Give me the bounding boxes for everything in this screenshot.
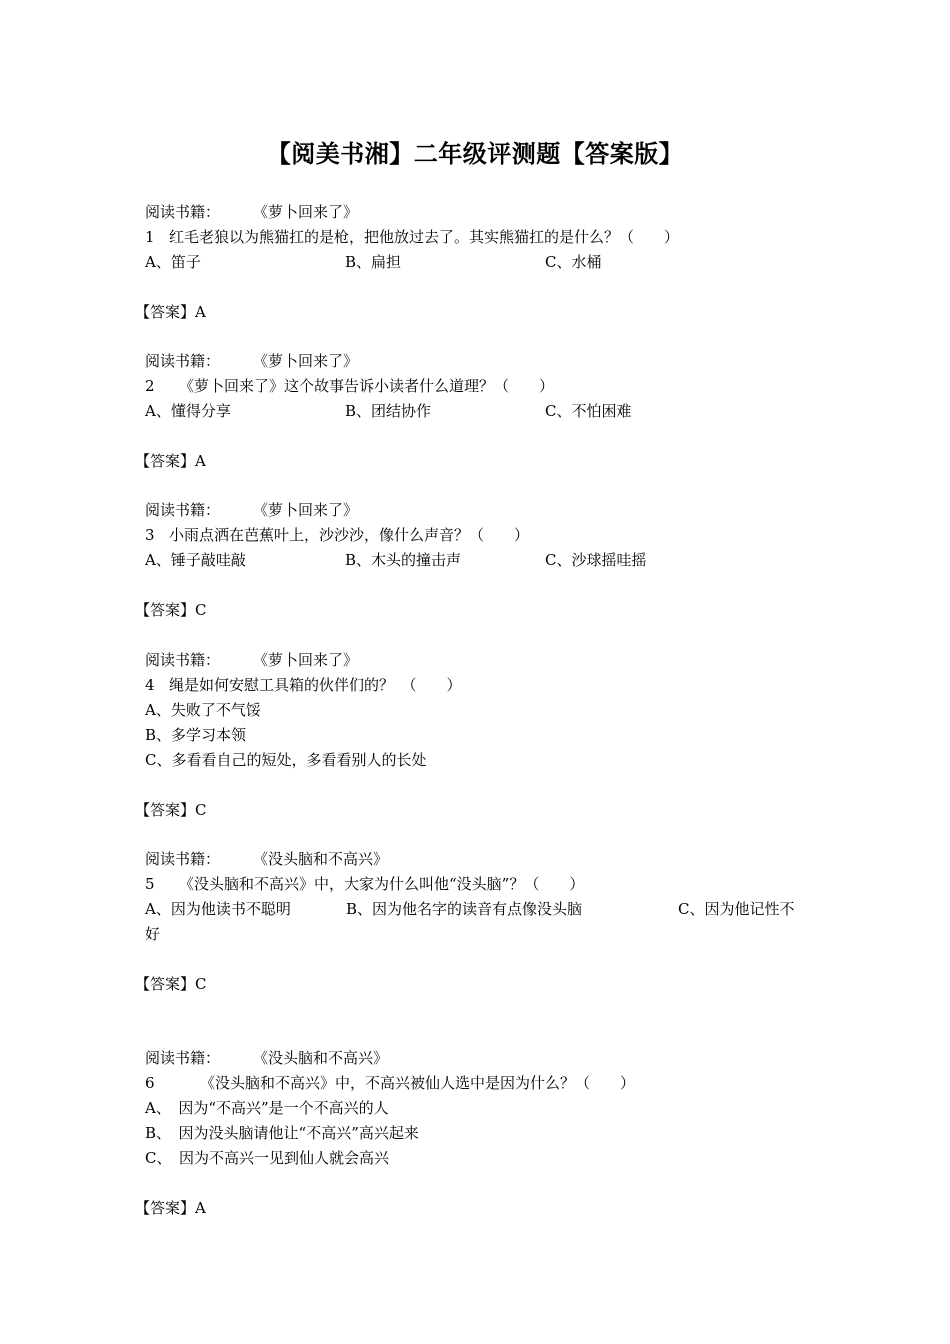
book-label: 阅读书籍： xyxy=(145,850,221,868)
option-b: B、因为他名字的读音有点像没头脑 xyxy=(346,900,583,918)
book-line xyxy=(145,500,358,520)
question-text: 绳是如何安慰工具箱的伙伴们的？ （ ） xyxy=(169,676,462,694)
question-line xyxy=(145,675,462,695)
question-line xyxy=(145,227,679,247)
answer-line: 【答案】C xyxy=(135,801,207,819)
answer-line: 【答案】A xyxy=(135,1199,206,1217)
option-c: C、不怕困难 xyxy=(545,402,632,420)
book-label: 阅读书籍： xyxy=(145,1049,221,1067)
answer-line: 【答案】C xyxy=(135,601,207,619)
option-a: A、因为他读书不聪明 xyxy=(145,900,291,918)
book-title: 《没头脑和不高兴》 xyxy=(253,1049,389,1067)
answer-line: 【答案】A xyxy=(135,452,206,470)
option-a: A、锤子敲哇敲 xyxy=(145,551,246,569)
option-c: C、 因为不高兴一见到仙人就会高兴 xyxy=(145,1149,389,1167)
option-b: B、多学习本领 xyxy=(145,726,247,744)
question-line xyxy=(145,1073,635,1093)
question-text: 《没头脑和不高兴》中，大家为什么叫他“没头脑”？（ ） xyxy=(179,875,585,893)
question-number: 2 xyxy=(145,377,155,395)
question-text: 《没头脑和不高兴》中，不高兴被仙人选中是因为什么？（ ） xyxy=(200,1074,636,1092)
book-title: 《萝卜回来了》 xyxy=(253,203,359,221)
option-c: C、水桶 xyxy=(545,253,602,271)
option-a: A、失败了不气馁 xyxy=(145,701,261,719)
book-label: 阅读书籍： xyxy=(145,651,221,669)
book-label: 阅读书籍： xyxy=(145,501,221,519)
question-text: 《萝卜回来了》这个故事告诉小读者什么道理？（ ） xyxy=(179,377,555,395)
book-line xyxy=(145,351,358,371)
book-title: 《萝卜回来了》 xyxy=(253,352,359,370)
question-number: 4 xyxy=(145,676,155,694)
book-title: 《没头脑和不高兴》 xyxy=(253,850,389,868)
book-line xyxy=(145,650,358,670)
answer-line: 【答案】A xyxy=(135,303,206,321)
option-c: C、沙球摇哇摇 xyxy=(545,551,647,569)
question-text: 小雨点洒在芭蕉叶上，沙沙沙，像什么声音？（ ） xyxy=(169,526,530,544)
option-a: A、懂得分享 xyxy=(145,402,231,420)
book-title: 《萝卜回来了》 xyxy=(253,651,359,669)
book-label: 阅读书籍： xyxy=(145,203,221,221)
option-c: C、多看看自己的短处，多看看别人的长处 xyxy=(145,751,427,769)
option-b: B、 因为没头脑请他让“不高兴”高兴起来 xyxy=(145,1124,419,1142)
question-line xyxy=(145,525,529,545)
book-line xyxy=(145,202,358,222)
question-number: 1 xyxy=(145,228,155,246)
option-b: B、木头的撞击声 xyxy=(345,551,462,569)
question-line xyxy=(145,874,584,894)
question-line xyxy=(145,376,554,396)
book-line xyxy=(145,1048,388,1068)
document-title: 【阅美书湘】二年级评测题【答案版】 xyxy=(266,139,684,168)
option-b: B、扁担 xyxy=(345,253,402,271)
option-b: B、团结协作 xyxy=(345,402,432,420)
book-label: 阅读书籍： xyxy=(145,352,221,370)
option-a: A、笛子 xyxy=(145,253,201,271)
book-title: 《萝卜回来了》 xyxy=(253,501,359,519)
option-a: A、 因为“不高兴”是一个不高兴的人 xyxy=(145,1099,389,1117)
question-number: 5 xyxy=(145,875,155,893)
option-c: C、因为他记性不 xyxy=(678,900,795,918)
question-number: 6 xyxy=(145,1074,155,1092)
book-line xyxy=(145,849,388,869)
question-text: 红毛老狼以为熊猫扛的是枪，把他放过去了。其实熊猫扛的是什么？（ ） xyxy=(169,228,680,246)
question-number: 3 xyxy=(145,526,155,544)
answer-line: 【答案】C xyxy=(135,975,207,993)
option-c-wrap: 好 xyxy=(145,925,161,943)
